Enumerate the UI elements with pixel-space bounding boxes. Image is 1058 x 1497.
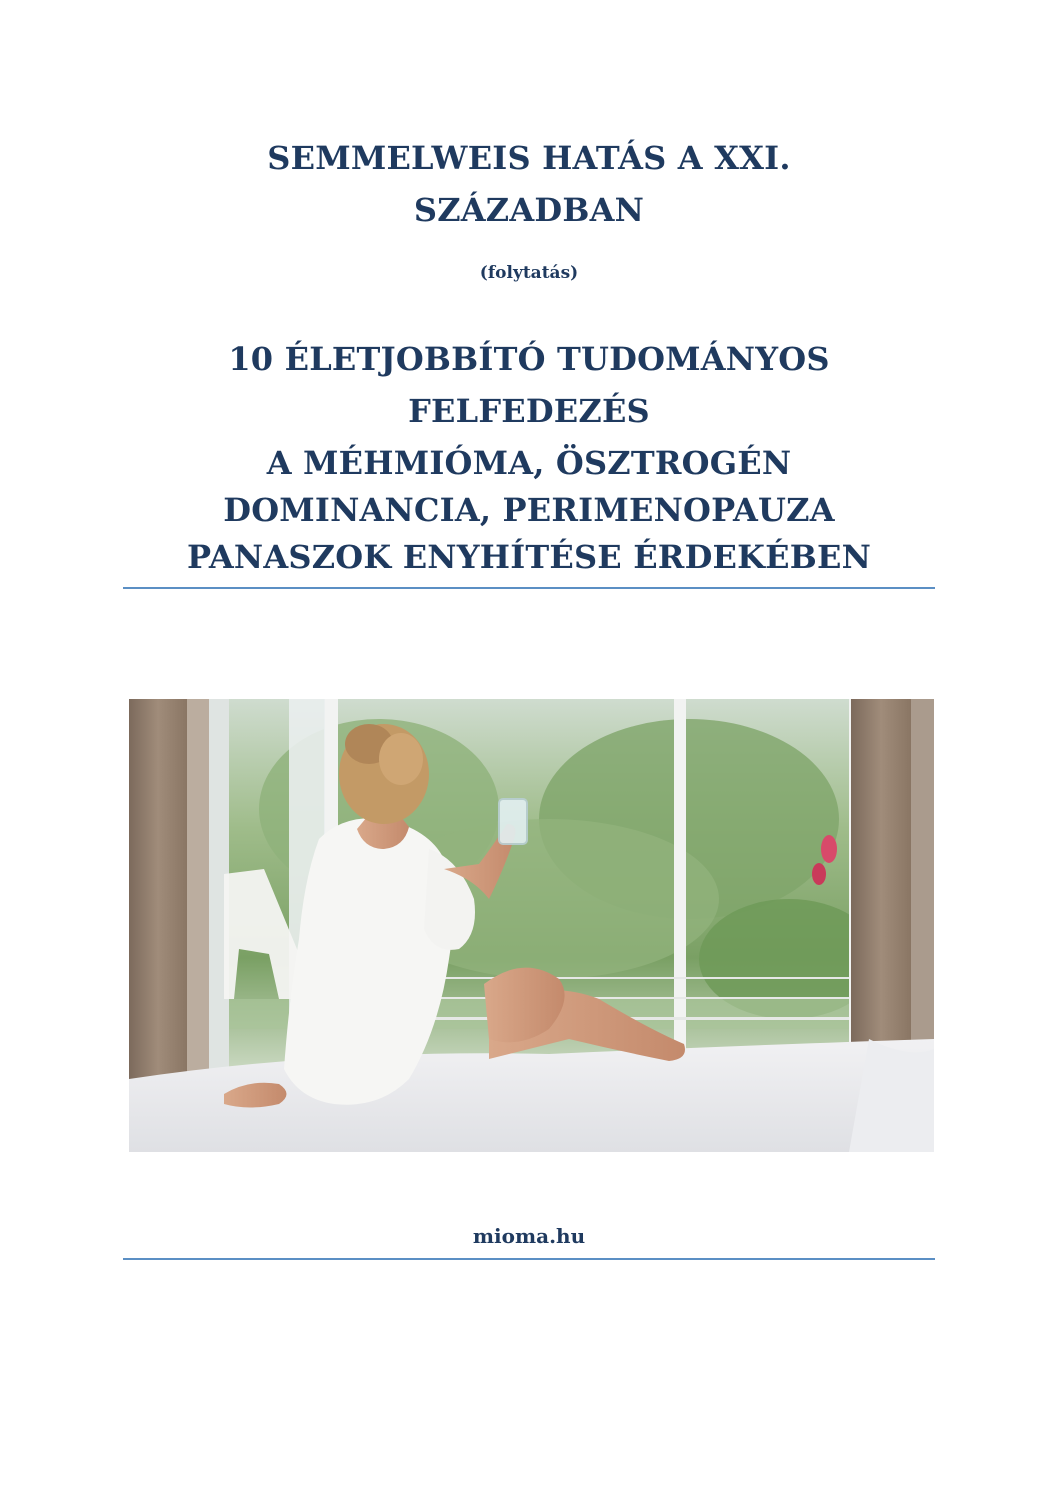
bottom-divider bbox=[123, 1258, 935, 1260]
heading-line-1: 10 ÉLETJOBBÍTÓ TUDOMÁNYOS bbox=[228, 340, 830, 378]
cover-photo bbox=[129, 699, 934, 1152]
heading-line-2: FELFEDEZÉS bbox=[408, 392, 650, 430]
top-divider bbox=[123, 587, 935, 589]
heading-line-5: PANASZOK ENYHÍTÉSE ÉRDEKÉBEN bbox=[186, 538, 872, 576]
subtitle: (folytatás) bbox=[479, 263, 579, 283]
heading-line-4: DOMINANCIA, PERIMENOPAUZA bbox=[223, 491, 835, 529]
main-title-line-1: SEMMELWEIS HATÁS A XXI. bbox=[267, 139, 791, 177]
heading-line-3: A MÉHMIÓMA, ÖSZTROGÉN bbox=[266, 444, 792, 482]
website-link[interactable]: mioma.hu bbox=[472, 1224, 586, 1248]
main-title-line-2: SZÁZADBAN bbox=[413, 191, 645, 229]
